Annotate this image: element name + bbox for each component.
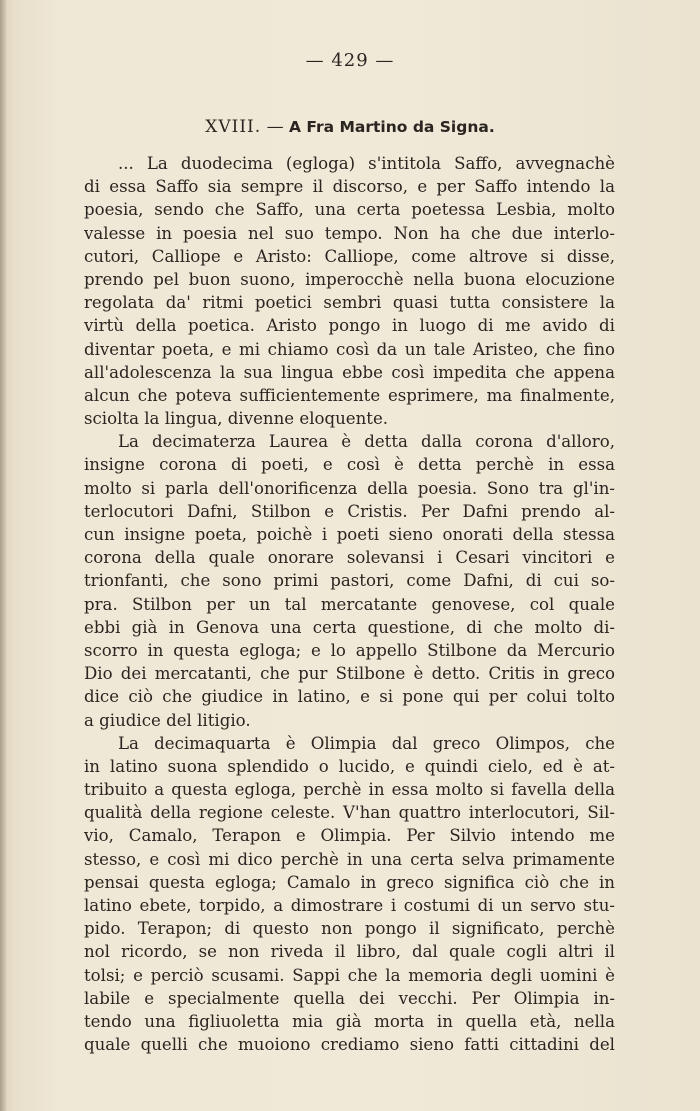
text-line: tendo una figliuoletta mia già morta in quella età, nella	[84, 1011, 615, 1031]
heading-dash: —	[266, 117, 284, 137]
text-line: tribuito a questa egloga, perchè in essa molto si favella della	[84, 780, 615, 800]
text-line: di essa Saffo sia sempre il discorso, e per Saffo intendo la	[84, 177, 615, 197]
section-title: A Fra Martino da Signa.	[289, 118, 495, 136]
text-line: terlocutori Dafni, Stilbon e Cristis. Per Dafni prendo al-	[84, 501, 615, 521]
text-line: poesia, sendo che Saffo, una certa poetessa Lesbia, molto	[84, 200, 615, 220]
text-line: diventar poeta, e mi chiamo così da un tale Aristeo, che fino	[84, 339, 615, 359]
text-line: latino ebete, torpido, a dimostrare i costumi di un servo stu-	[84, 896, 615, 915]
text-line: regolata da' ritmi poetici sembri quasi tutta consistere la	[84, 293, 615, 313]
text-line: dice ciò che giudice in latino, e si pone qui per colui tolto	[84, 687, 615, 707]
text-line: in latino suona splendido o lucido, e quindi cielo, ed è at-	[84, 756, 615, 776]
text-line: virtù della poetica. Aristo pongo in luogo di me avido di	[84, 316, 615, 336]
text-line: valesse in poesia nel suo tempo. Non ha che due interlo-	[84, 223, 615, 243]
text-line: tolsi; e perciò scusami. Sappi che la memoria degli uomini è	[84, 965, 615, 985]
text-line: vio, Camalo, Terapon e Olimpia. Per Silvio intendo me	[84, 826, 615, 846]
text-line: pra. Stilbon per un tal mercatante genovese, col quale	[84, 594, 615, 614]
text-line: La decimaterza Laurea è detta dalla corona d'alloro,	[118, 432, 615, 452]
text-line: corona della quale onorare solevansi i Cesari vincitori e	[84, 548, 615, 568]
text-line: labile e specialmente quella dei vecchi. Per Olimpia in-	[84, 988, 615, 1008]
text-line: La decimaquarta è Olimpia dal greco Olimpos, che	[118, 733, 615, 753]
text-line: pido. Terapon; di questo non pongo il significato, perchè	[84, 919, 615, 939]
page-gutter	[0, 0, 6, 1111]
text-line: prendo pel buon suono, imperocchè nella buona elocuzione	[84, 269, 615, 289]
text-line: cun insigne poeta, poichè i poeti sieno onorati della stessa	[84, 525, 615, 544]
text-line: alcun che poteva sufficientemente esprimere, ma finalmente,	[84, 385, 615, 405]
text-line: molto si parla dell'onorificenza della poesia. Sono tra gl'in-	[84, 478, 615, 498]
text-line: nol ricordo, se non riveda il libro, dal quale cogli altri il	[84, 942, 615, 962]
body-text	[84, 152, 615, 1056]
text-line: cutori, Calliope e Aristo: Calliope, come altrove si disse,	[84, 246, 615, 266]
text-line: ... La duodecima (egloga) s'intitola Saffo, avvegnachè	[118, 154, 615, 173]
text-line: quale quelli che muoiono crediamo sieno fatti cittadini del	[84, 1035, 615, 1055]
text-line: a giudice del litigio.	[84, 710, 251, 730]
text-line: stesso, e così mi dico perchè in una certa selva primamente	[84, 849, 615, 869]
text-line: qualità della regione celeste. V'han quattro interlocutori, Sil-	[84, 803, 615, 823]
page-number: — 429 —	[305, 50, 395, 71]
text-line: trionfanti, che sono primi pastori, come Dafni, di cui so-	[84, 571, 615, 591]
text-line: Dio dei mercatanti, che pur Stilbone è detto. Critis in greco	[84, 664, 615, 684]
text-line: ebbi già in Genova una certa questione, di che molto di-	[84, 617, 615, 637]
section-number: XVIII.	[205, 117, 262, 137]
section-heading	[0, 117, 700, 137]
text-line: pensai questa egloga; Camalo in greco significa ciò che in	[84, 872, 615, 892]
text-line: all'adolescenza la sua lingua ebbe così impedita che appena	[84, 362, 615, 382]
text-line: insigne corona di poeti, e così è detta perchè in essa	[84, 455, 615, 475]
text-line: scorro in questa egloga; e lo appello Stilbone da Mercurio	[84, 640, 615, 660]
text-line: sciolta la lingua, divenne eloquente.	[84, 409, 389, 429]
